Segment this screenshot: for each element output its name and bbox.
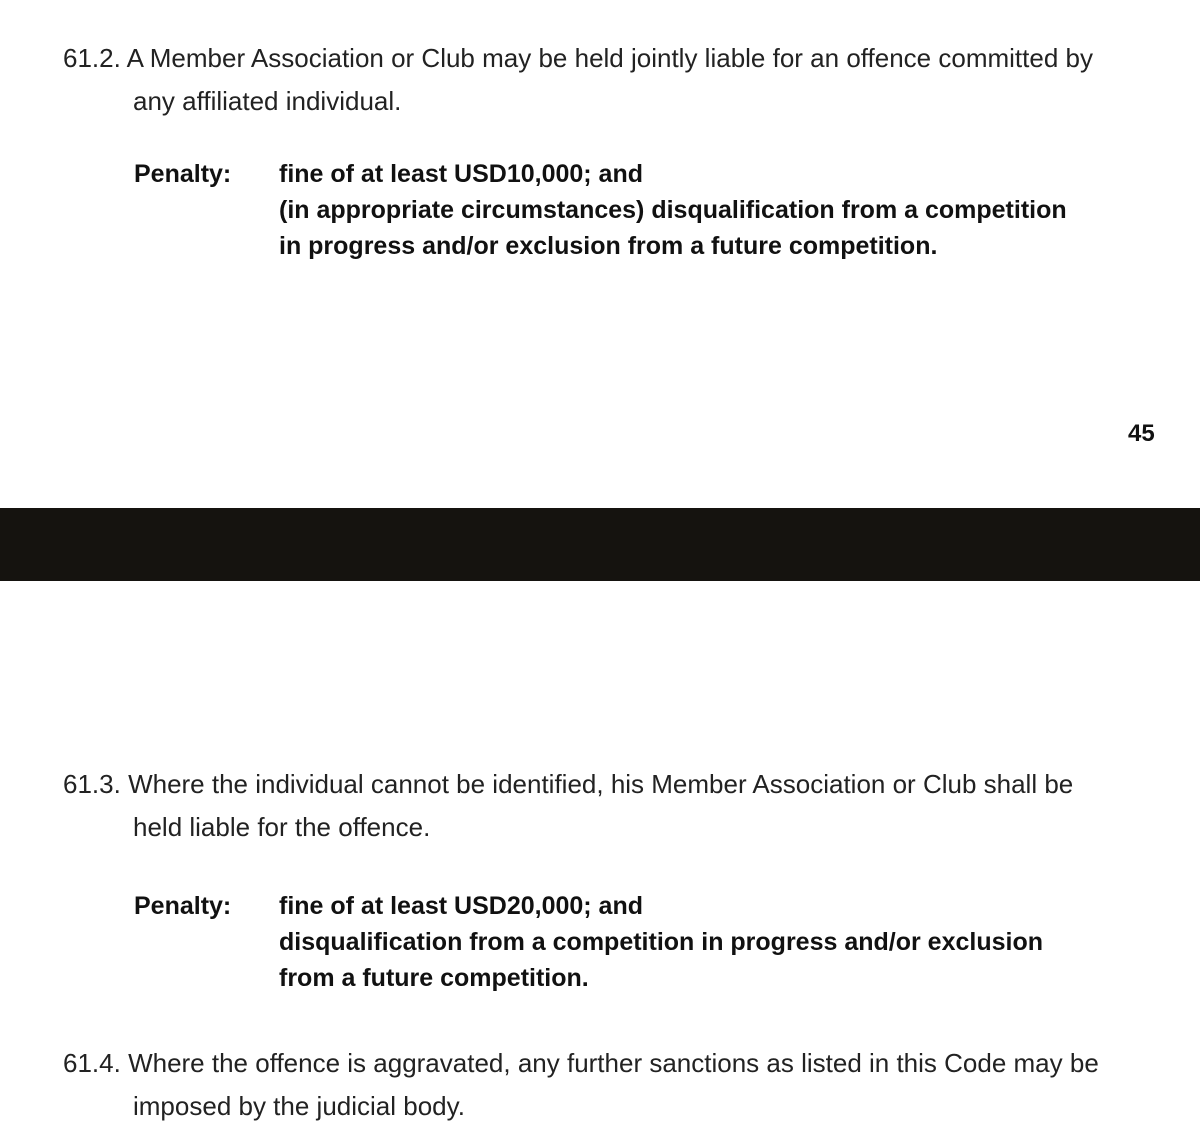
clause-61-4-line-1 [63,1042,1099,1085]
penalty-text [279,888,1117,996]
clause-number: 61.4. [63,1048,121,1078]
penalty-line: fine of at least USD20,000; and [279,892,644,920]
clause-61-3-line-1 [63,763,1073,806]
penalty-line: in progress and/or exclusion from a future competition. [279,232,938,260]
clause-61-2-line-2: any affiliated individual. [133,86,402,116]
penalty-text [279,156,1117,264]
clause-61-3 [63,763,1073,849]
page-divider-band [0,508,1200,581]
penalty-line: from a future competition. [279,964,589,992]
penalty-line: disqualification from a competition in progress and/or exclusion [279,928,1044,956]
clause-number: 61.3. [63,769,121,799]
page-number: 45 [1128,420,1155,447]
clause-61-2-line-1 [63,37,1093,80]
penalty-line: (in appropriate circumstances) disqualification from a competition [279,196,1067,224]
penalty-61-2 [134,156,1134,266]
clause-61-4-line-2: imposed by the judicial body. [133,1091,465,1121]
clause-number: 61.2. [63,43,121,73]
clause-61-4 [63,1042,1099,1128]
penalty-label: Penalty: [134,160,232,188]
clause-text: Where the offence is aggravated, any further sanctions as listed in this Code may be [128,1048,1099,1078]
clause-61-2 [63,37,1093,123]
clause-text: Where the individual cannot be identified, his Member Association or Club shall be [128,769,1074,799]
penalty-61-3 [134,888,1134,998]
clause-61-3-line-2: held liable for the offence. [133,812,431,842]
penalty-label: Penalty: [134,892,232,920]
penalty-line: fine of at least USD10,000; and [279,160,644,188]
clause-text: A Member Association or Club may be held jointly liable for an offence committed by [126,43,1093,73]
